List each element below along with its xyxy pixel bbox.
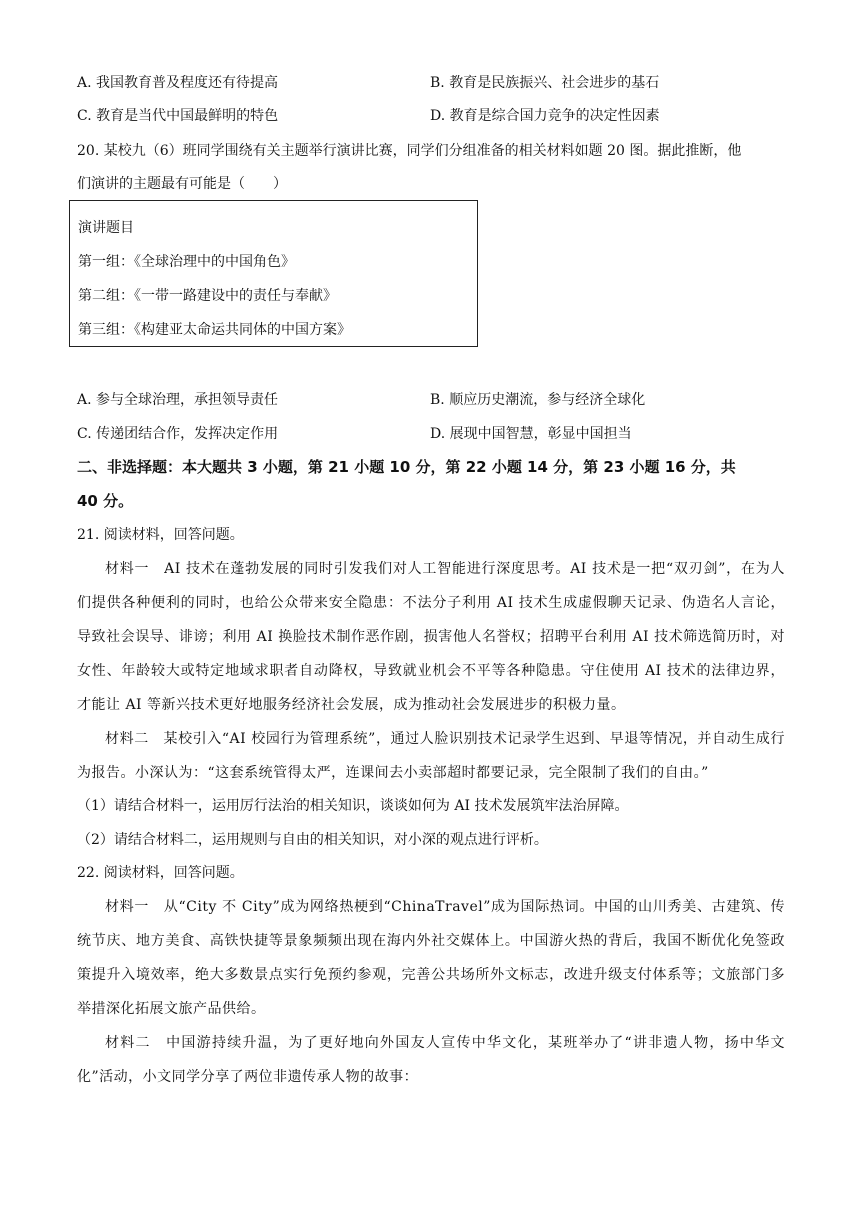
q19-option-c: C. 教育是当代中国最鲜明的特色: [77, 108, 279, 124]
speech-topics-title: 演讲题目: [78, 220, 134, 236]
speech-topic-group2: 第二组：《一带一路建设中的责任与奉献》: [78, 288, 337, 304]
q19-option-a: A. 我国教育普及程度还有待提高: [77, 75, 279, 91]
q21-subquestion1: （1）请结合材料一，运用厉行法治的相关知识，谈谈如何为 AI 技术发展筑牢法治屏障。: [77, 798, 629, 814]
q20-option-a: A. 参与全球治理，承担领导责任: [77, 392, 279, 408]
speech-topics-box: [69, 200, 478, 347]
q22-material2: 材料二 中国游持续升温，为了更好地向外国友人宣传中华文化，某班举办了“讲非遗人物，扬中华文化”活动，小文同学分享了两位非遗传承人物的故事：: [77, 1035, 785, 1085]
section2-heading-line1: 二、非选择题：本大题共 3 小题，第 21 小题 10 分，第 22 小题 14 分，第 23 小题 16 分，共: [77, 458, 736, 476]
speech-topic-group3: 第三组：《构建亚太命运共同体的中国方案》: [78, 322, 351, 338]
q22-intro: 22. 阅读材料，回答问题。: [77, 865, 244, 881]
q21-material1: 材料一 AI 技术在蓬勃发展的同时引发我们对人工智能进行深度思考。AI 技术是一把“双刃剑”，在为人们提供各种便利的同时，也给公众带来安全隐患：不法分子利用 AI 技术生成虚假聊天记录、伪造名人言论，导致社会误导、诽谤；利用 AI 换脸技术制作恶作剧，损害他人名誉权；招聘平台利用 AI 技术筛选简历时，对女性、年龄较大或特定地域求职者自动降权，导致就业机会不平等各种隐患。守住使用 AI 技术的法律边界，才能让 AI 等新兴技术更好地服务经济社会发展，成为推动社会发展进步的积极力量。: [77, 561, 785, 713]
q20-option-b: B. 顺应历史潮流，参与经济全球化: [430, 392, 646, 408]
q21-intro: 21. 阅读材料，回答问题。: [77, 527, 244, 543]
q20-option-c: C. 传递团结合作，发挥决定作用: [77, 426, 279, 442]
q20-stem-line2: 们演讲的主题最有可能是（ ）: [77, 176, 287, 192]
q21-material2: 材料二 某校引入“AI 校园行为管理系统”，通过人脸识别技术记录学生迟到、早退等情况，并自动生成行为报告。小深认为：“这套系统管得太严，连课间去小卖部超时都要记录，完全限制了我们的自由。”: [77, 731, 785, 781]
q22-material1: 材料一 从“City 不 City”成为网络热梗到“ChinaTravel”成为国际热词。中国的山川秀美、古建筑、传统节庆、地方美食、高铁快捷等景象频频出现在海内外社交媒体上。中国游火热的背后，我国不断优化免签政策提升入境效率，绝大多数景点实行免预约参观，完善公共场所外文标志，改进升级支付体系等；文旅部门多举措深化拓展文旅产品供给。: [77, 899, 785, 1017]
section2-heading-line2: 40 分。: [77, 492, 134, 510]
speech-topic-group1: 第一组：《全球治理中的中国角色》: [78, 254, 295, 270]
q19-option-d: D. 教育是综合国力竞争的决定性因素: [430, 108, 660, 124]
q21-subquestion2: （2）请结合材料二，运用规则与自由的相关知识，对小深的观点进行评析。: [77, 832, 548, 848]
q20-stem-line1: 20. 某校九（6）班同学围绕有关主题举行演讲比赛，同学们分组准备的相关材料如题 20 图。据此推断，他: [77, 143, 742, 159]
q19-option-b: B. 教育是民族振兴、社会进步的基石: [430, 75, 660, 91]
q20-option-d: D. 展现中国智慧，彰显中国担当: [430, 426, 632, 442]
